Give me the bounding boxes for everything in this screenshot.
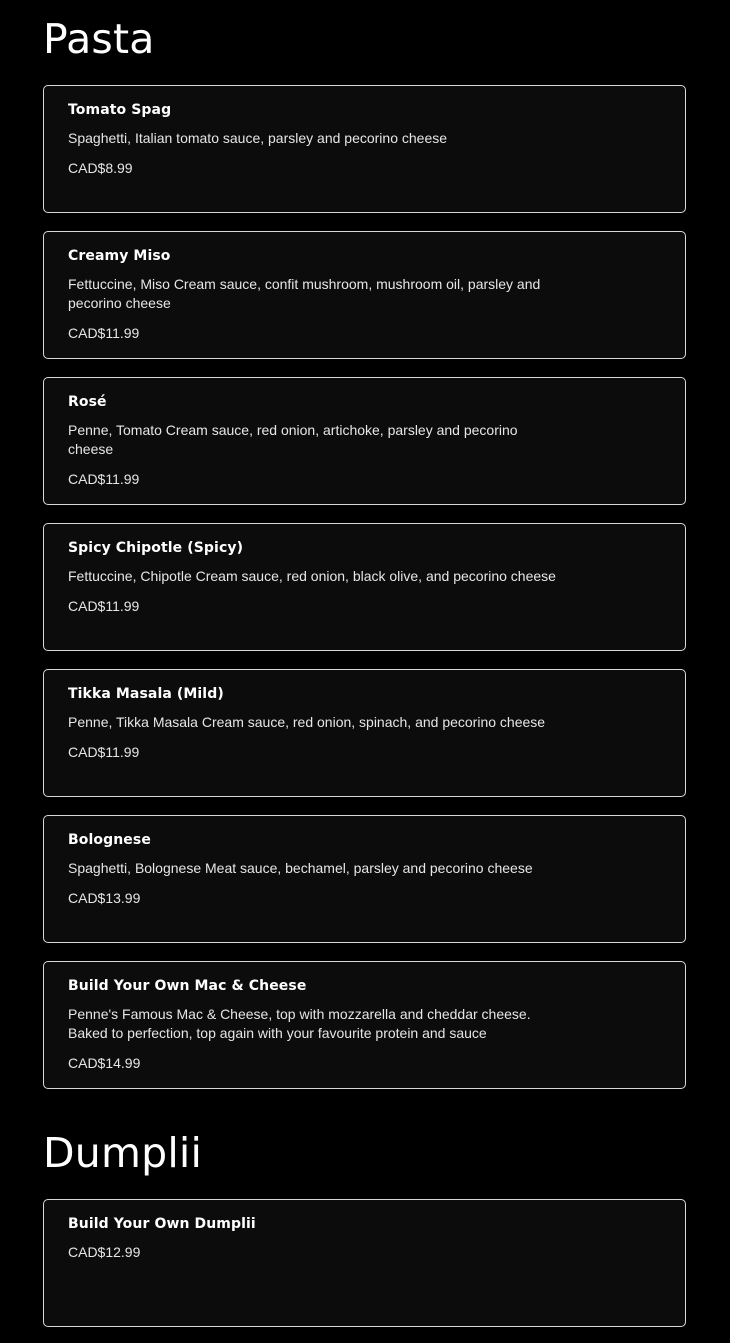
menu-item-price: CAD$11.99 [68,471,140,487]
menu-item-card[interactable] [43,669,686,797]
menu-item-description: Penne's Famous Mac & Cheese, top with mozzarella and cheddar cheese. Baked to perfection, top again with your favourite protein and sauce [68,1006,531,1041]
menu-item-description: Penne, Tikka Masala Cream sauce, red onion, spinach, and pecorino cheese [68,714,546,730]
menu-item-description: Fettuccine, Miso Cream sauce, confit mushroom, mushroom oil, parsley and pecorino cheese [68,276,541,311]
menu-item-card[interactable] [43,1199,686,1327]
menu-item-name: Tomato Spag [68,102,172,118]
menu-item-price: CAD$14.99 [68,1055,141,1071]
menu-item-name: Bolognese [68,832,151,848]
menu-item-name: Build Your Own Mac & Cheese [68,978,307,994]
menu-item-card[interactable] [43,815,686,943]
menu-item-name: Tikka Masala (Mild) [68,686,224,702]
menu-item-name: Rosé [68,394,107,410]
menu-item-description: Fettuccine, Chipotle Cream sauce, red onion, black olive, and pecorino cheese [68,568,556,584]
menu-item-price: CAD$12.99 [68,1244,141,1260]
section-title-dumplii: Dumplii [43,1129,203,1177]
menu-item-description: Spaghetti, Bolognese Meat sauce, bechamel, parsley and pecorino cheese [68,860,533,876]
menu-item-description: Spaghetti, Italian tomato sauce, parsley and pecorino cheese [68,130,448,146]
menu-item-price: CAD$11.99 [68,598,140,614]
menu-item-name: Creamy Miso [68,248,171,264]
menu-item-card[interactable] [43,377,686,505]
menu-item-name: Spicy Chipotle (Spicy) [68,540,244,556]
menu-item-card[interactable] [43,523,686,651]
menu-item-description: Penne, Tomato Cream sauce, red onion, artichoke, parsley and pecorino cheese [68,422,518,457]
menu-item-card[interactable] [43,85,686,213]
menu-item-price: CAD$11.99 [68,325,140,341]
menu-item-name: Build Your Own Dumplii [68,1216,256,1232]
menu-item-card[interactable] [43,231,686,359]
menu-item-price: CAD$11.99 [68,744,140,760]
menu-item-price: CAD$13.99 [68,890,141,906]
section-title-pasta: Pasta [43,15,155,63]
menu-item-card[interactable] [43,961,686,1089]
menu-item-price: CAD$8.99 [68,160,133,176]
